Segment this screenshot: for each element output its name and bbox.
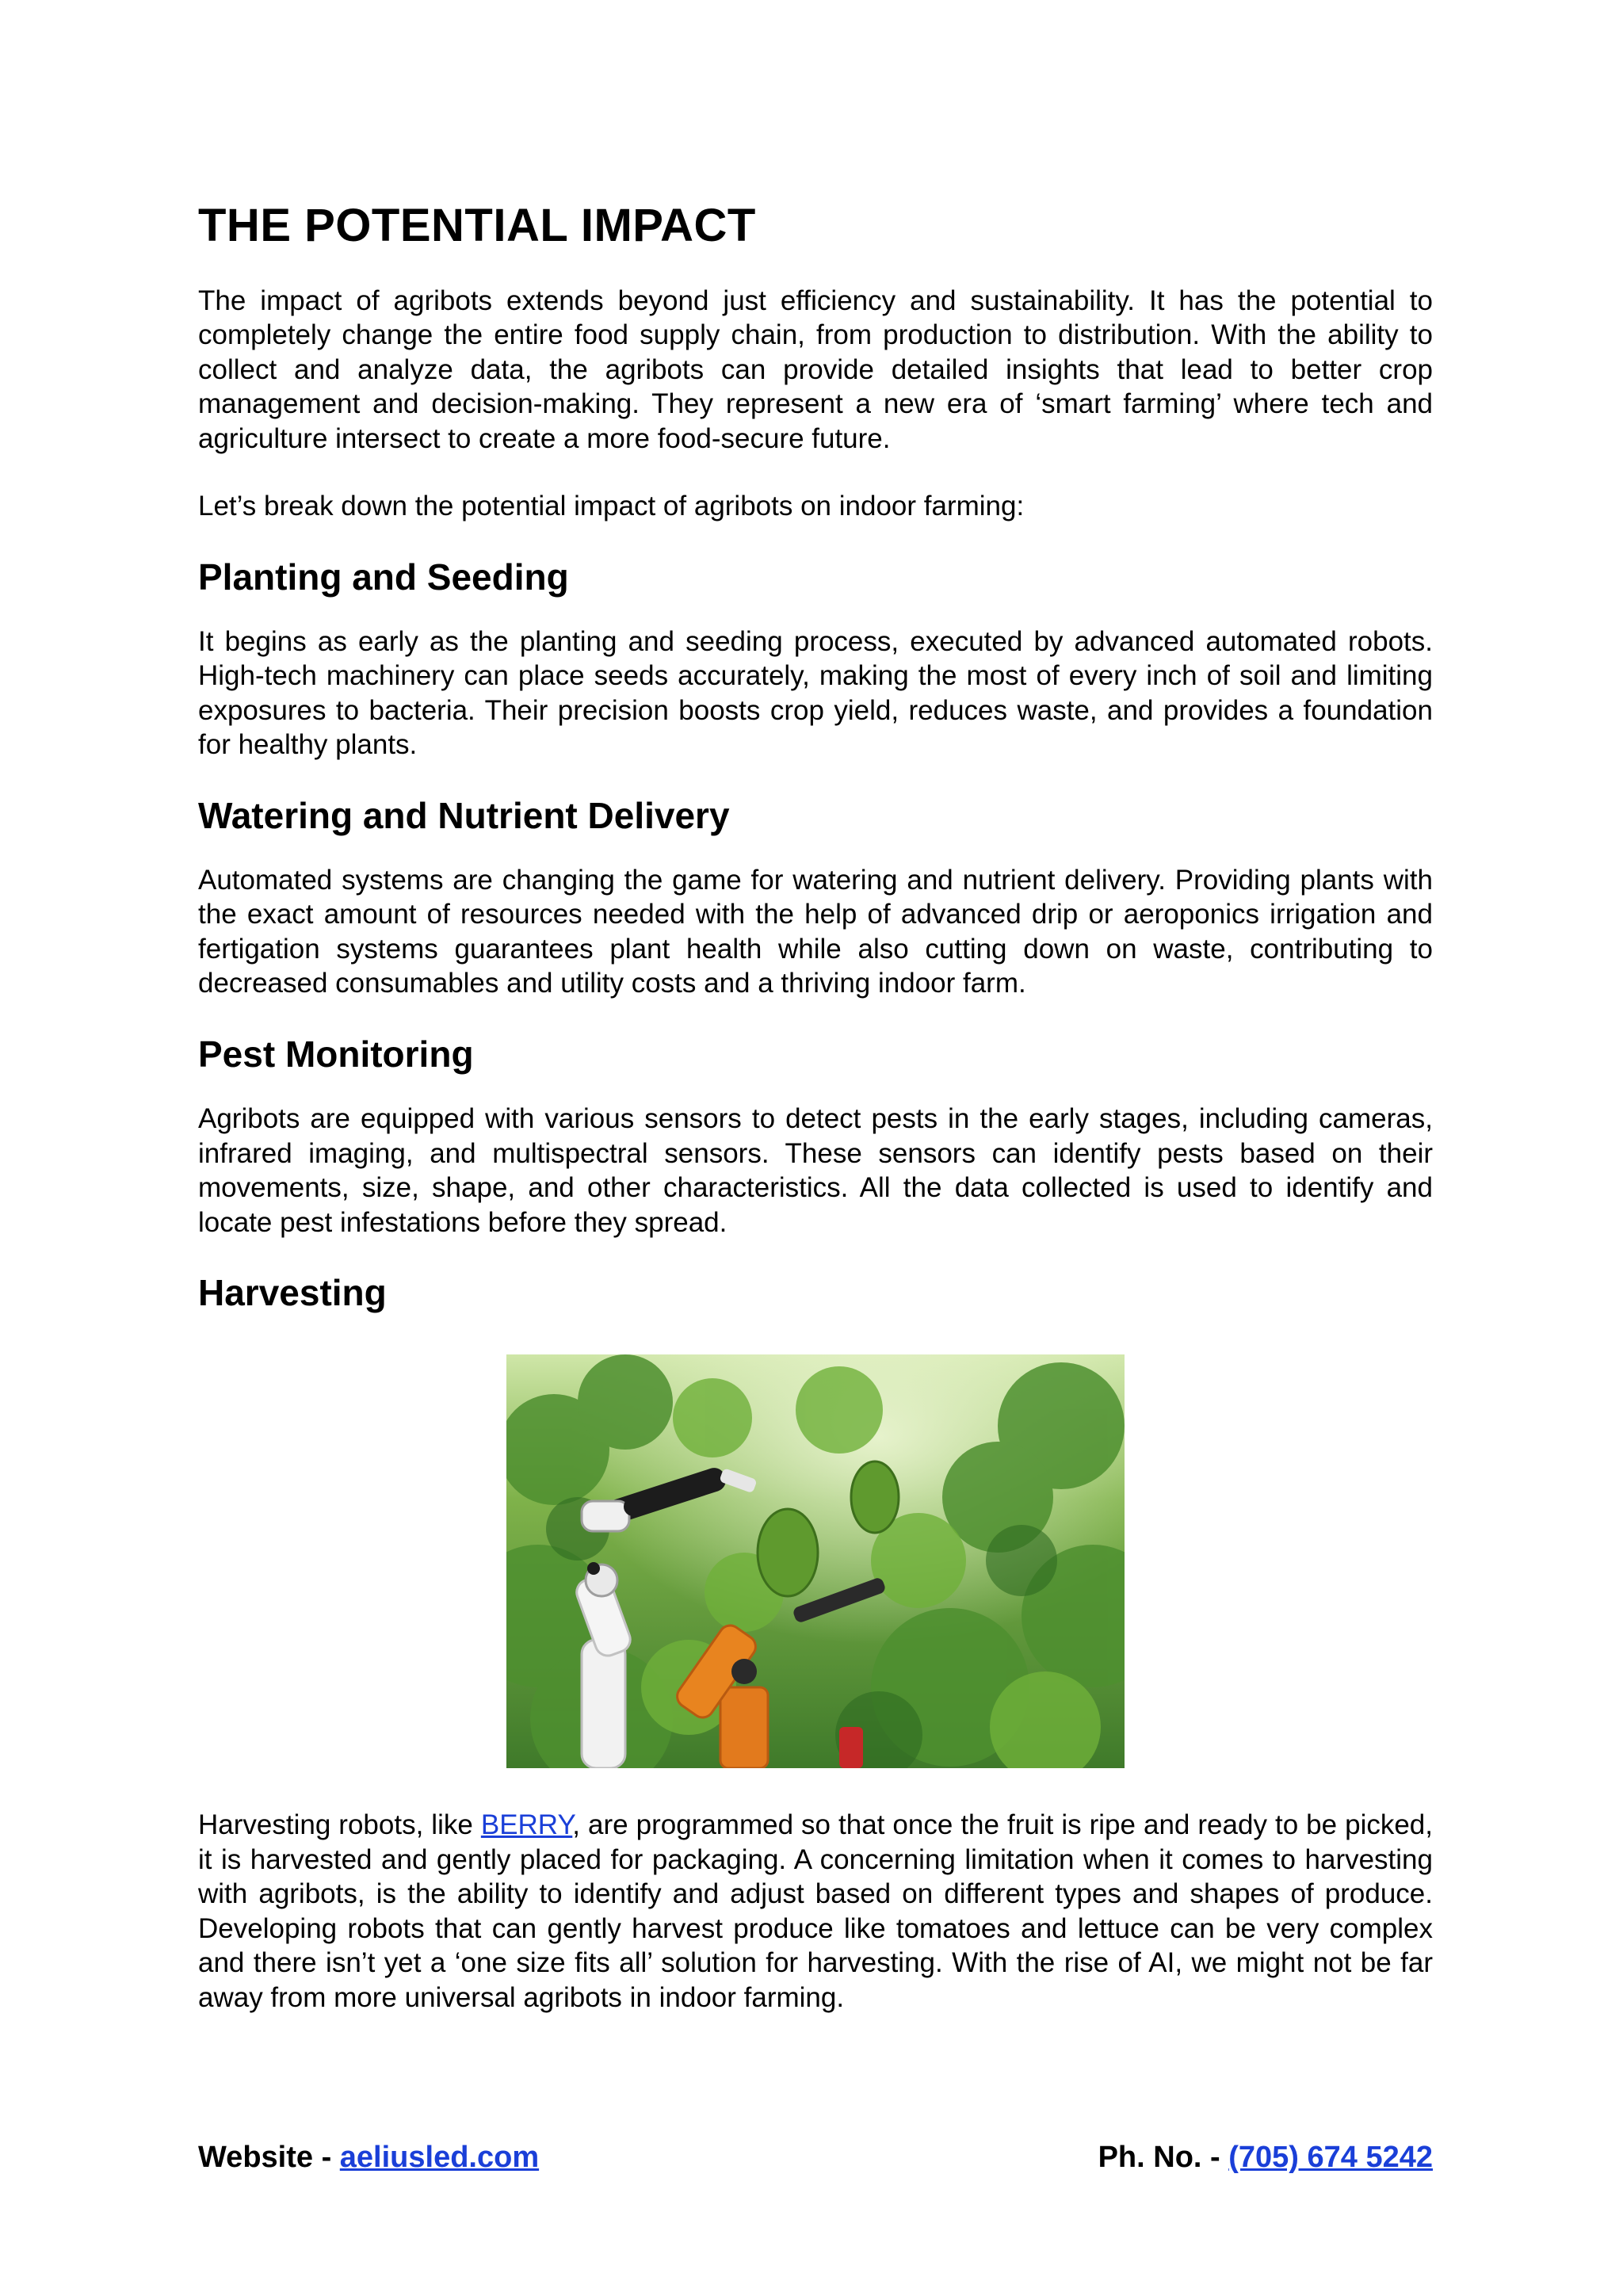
phone-label: Ph. No. - bbox=[1098, 2141, 1229, 2174]
section-body-planting: It begins as early as the planting and seeding process, executed by advanced automated robots. High-tech machinery can place seeds accurately, making the most of every inch of soil and limiting exposures to bacteria. Their precision boosts crop yield, reduces waste, and provides a foundation for healthy plants. bbox=[198, 625, 1433, 761]
intro-paragraph: The impact of agribots extends beyond just efficiency and sustainability. It has the potential to completely change the entire food supply chain, from production to distribution. With the ability to collect and analyze data, the agribots can provide detailed insights that lead to better crop management and decision-making. They represent a new era of ‘smart farming’ where tech and agriculture intersect to create a more food-secure future. bbox=[198, 285, 1433, 454]
section-heading-watering: Watering and Nutrient Delivery bbox=[198, 794, 730, 836]
footer-phone bbox=[1098, 2140, 1433, 2176]
phone-link[interactable]: (705) 674 5242 bbox=[1228, 2141, 1433, 2174]
section-body-harvesting bbox=[198, 1808, 1433, 2015]
intro-lead-in: Let’s break down the potential impact of agribots on indoor farming: bbox=[198, 491, 1025, 522]
footer-website bbox=[198, 2140, 539, 2176]
section-body-watering: Automated systems are changing the game for watering and nutrient delivery. Providing plants with the exact amount of resources needed with the help of advanced drip or aeroponics irrigation and fertigation systems guarantees plant health while also cutting down on waste, contributing to decreased consumables and utility costs and a thriving indoor farm. bbox=[198, 864, 1433, 999]
section-heading-harvesting: Harvesting bbox=[198, 1272, 387, 1314]
harvesting-text-end: , are programmed so that once the fruit is ripe and ready to be picked, it is harvested and gently placed for packaging. A concerning limitation when it comes to harvesting with agribots, is the ability to identify and adjust based on different types and shapes of produce. Developing robots that can gently harvest produce like tomatoes and lettuce can be very complex and there isn’t yet a ‘one size fits all’ solution for harvesting. With the rise of AI, we might not be far away from more universal agribots in indoor farming. bbox=[198, 1809, 1434, 2013]
harvesting-robot-photo bbox=[506, 1354, 1125, 1768]
harvesting-text-start: Harvesting robots, like bbox=[198, 1809, 481, 1841]
website-link[interactable]: aeliusled.com bbox=[339, 2141, 540, 2174]
section-heading-pest: Pest Monitoring bbox=[198, 1033, 474, 1075]
page-footer bbox=[198, 2140, 1433, 2176]
document-page bbox=[198, 198, 1433, 2015]
section-body-pest: Agribots are equipped with various sensors to detect pests in the early stages, including cameras, infrared imaging, and multispectral sensors. These sensors can identify pests based on their movements, size, shape, and other characteristics. All the data collected is used to identify and locate pest infestations before they spread. bbox=[198, 1103, 1433, 1238]
page-title: THE POTENTIAL IMPACT bbox=[198, 200, 756, 251]
berry-link[interactable]: BERRY bbox=[480, 1809, 573, 1841]
section-heading-planting: Planting and Seeding bbox=[198, 556, 569, 598]
website-label: Website - bbox=[198, 2141, 340, 2174]
